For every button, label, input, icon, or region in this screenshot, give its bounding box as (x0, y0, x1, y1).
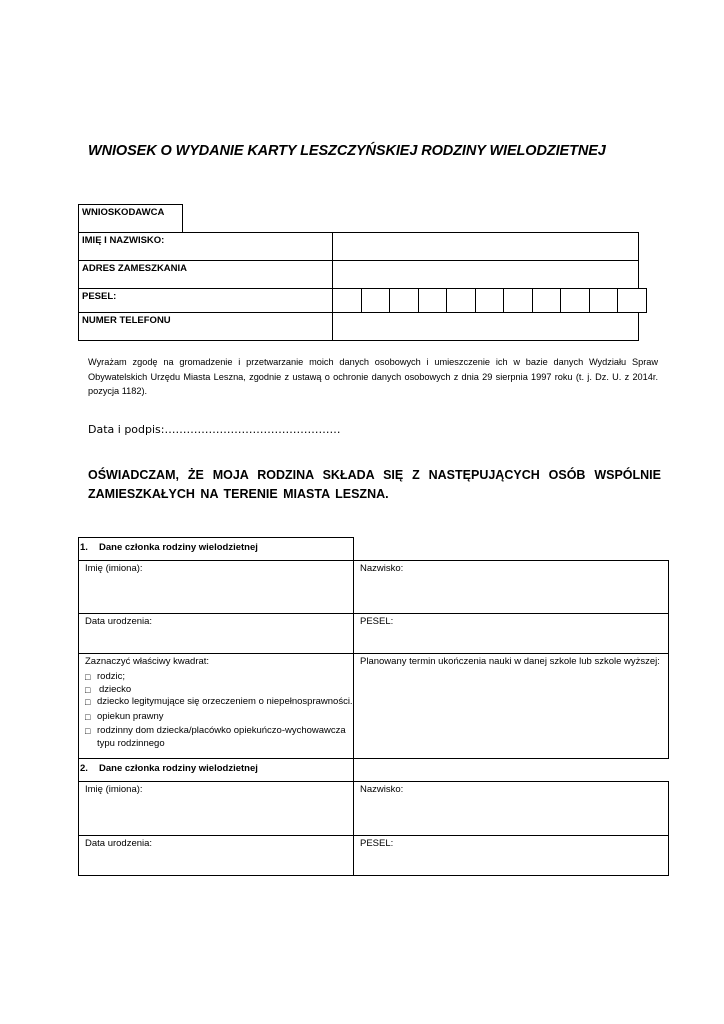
member-1-number: 1. (80, 542, 88, 553)
member-2-surname-label: Nazwisko: (360, 784, 404, 795)
applicant-address-label: ADRES ZAMESZKANIA (78, 260, 333, 289)
signature-line: Data i podpis:………………………………………… (88, 423, 341, 436)
pesel-digit-box[interactable] (389, 288, 419, 313)
relation-option-parent[interactable]: □ rodzic; (85, 671, 125, 682)
checkbox-icon[interactable]: □ (85, 672, 91, 682)
pesel-digit-box[interactable] (332, 288, 362, 313)
checkbox-icon[interactable]: □ (85, 697, 91, 707)
form-title: WNIOSEK O WYDANIE KARTY LESZCZYŃSKIEJ RODZINY WIELODZIETNEJ (88, 143, 606, 159)
applicant-address-field[interactable] (332, 260, 639, 289)
member-2-birth-date-field[interactable] (78, 835, 354, 876)
checkbox-icon[interactable]: □ (85, 711, 91, 722)
pesel-digit-box[interactable] (418, 288, 448, 313)
pesel-digit-box[interactable] (361, 288, 391, 313)
pesel-digit-box[interactable] (560, 288, 590, 313)
member-2-header-right (353, 758, 669, 782)
pesel-digit-box[interactable] (446, 288, 476, 313)
pesel-digit-box[interactable] (589, 288, 619, 313)
member-1-birth-date-label: Data urodzenia: (85, 616, 153, 627)
pesel-digit-box[interactable] (475, 288, 505, 313)
consent-text: Wyrażam zgodę na gromadzenie i przetwarzanie moich danych osobowych i umieszczenie ich w bazie danych Wydziału Spraw Obywatelskich Urzędu Miasta Leszna, zgodnie z ustawą o ochronie danych osobowych z dnia 29 sierpnia 1997 roku (t. j. Dz. U. z 2014r. pozycja 1182). (88, 357, 658, 396)
member-2-header: 2. Dane członka rodziny wielodzietnej (78, 758, 354, 782)
family-declaration: OŚWIADCZAM, ŻE MOJA RODZINA SKŁADA SIĘ Z NASTĘPUJĄCYCH OSÓB WSPÓLNIE ZAMIESZKAŁYCH NA TERENIE MIASTA LESZNA. (88, 468, 661, 501)
pesel-digit-box[interactable] (532, 288, 562, 313)
member-1-header: 1. Dane członka rodziny wielodzietnej (78, 537, 354, 561)
relation-option-child[interactable]: □ dziecko (85, 683, 132, 695)
member-1-surname-label: Nazwisko: (360, 563, 404, 574)
member-1-relation-options (85, 671, 353, 750)
applicant-name-label: IMIĘ I NAZWISKO: (78, 232, 333, 261)
member-2-surname-field[interactable] (353, 781, 669, 836)
member-2-pesel-label: PESEL: (360, 838, 394, 849)
member-2-first-name-field[interactable] (78, 781, 354, 836)
relation-option-disabled-child[interactable]: □ dziecko legitymujące się orzeczeniem o niepełnosprawności. (85, 696, 353, 707)
checkbox-icon[interactable]: □ (85, 684, 91, 695)
member-1-study-end-label: Planowany termin ukończenia nauki w danej szkole lub szkole wyższej: (360, 656, 660, 667)
pesel-digit-box[interactable] (503, 288, 533, 313)
member-1-birth-date-field[interactable] (78, 613, 354, 654)
member-1-pesel-field[interactable] (353, 613, 669, 654)
member-1-surname-field[interactable] (353, 560, 669, 614)
pesel-digit-box[interactable] (617, 288, 647, 313)
member-2-pesel-field[interactable] (353, 835, 669, 876)
applicant-pesel-digits (332, 288, 646, 313)
applicant-phone-label: NUMER TELEFONU (78, 312, 333, 341)
member-1-first-name-field[interactable] (78, 560, 354, 614)
member-2-birth-date-label: Data urodzenia: (85, 838, 153, 849)
member-1-relation-cell (78, 653, 354, 759)
member-1-check-label: Zaznaczyć właściwy kwadrat: (85, 656, 210, 667)
member-1-pesel-label: PESEL: (360, 616, 394, 627)
applicant-pesel-label: PESEL: (78, 288, 333, 313)
applicant-section-label: WNIOSKODAWCA (78, 204, 183, 233)
checkbox-icon[interactable]: □ (85, 726, 91, 736)
applicant-name-field[interactable] (332, 232, 639, 261)
member-2-first-name-label: Imię (imiona): (85, 784, 143, 795)
member-1-first-name-label: Imię (imiona): (85, 563, 143, 574)
relation-option-family-home[interactable]: □ rodzinny dom dziecka/placówko opiekuńczo-wychowawcza typu rodzinnego (85, 725, 346, 749)
member-1-study-end-field[interactable] (353, 653, 669, 759)
member-2-number: 2. (80, 763, 88, 774)
applicant-phone-field[interactable] (332, 312, 639, 341)
relation-option-guardian[interactable]: □ opiekun prawny (85, 710, 164, 722)
